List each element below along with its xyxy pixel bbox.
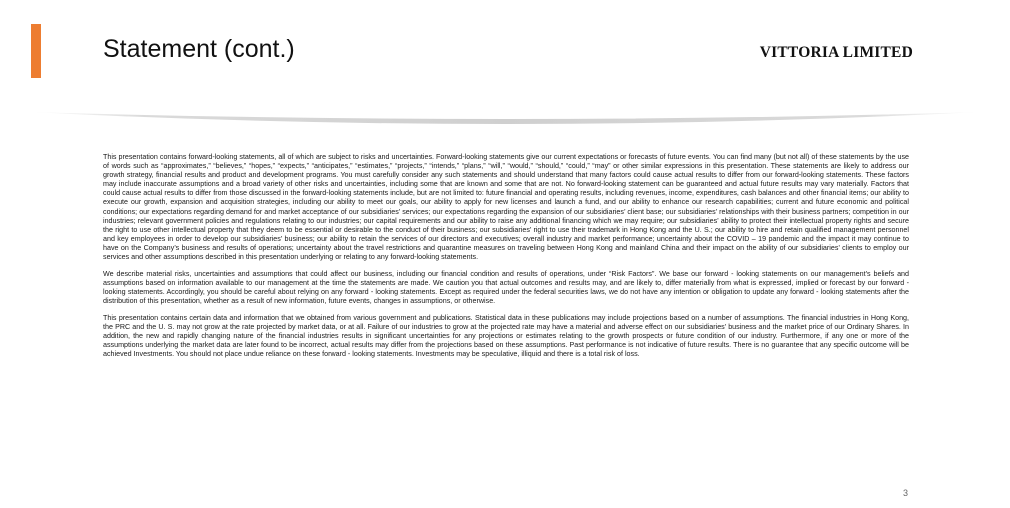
disclaimer-paragraph-market-data: This presentation contains certain data and information that we obtained from various government and publications. Statistical data in these publications may include projections based on a number of assumptions. The financial industries in Hong Kong, the PRC and the U. S. may not grow at the rate projected by market data, or at all. Failure of our industries to grow at the projected rate may have a material and adverse effect on our subsidiaries’ business and the market price of our Ordinary Shares. In addition, the new and rapidly changing nature of the financial industries results in significant uncertainties for any projections or estimates relating to the growth prospects or future condition of our industry. Furthermore, if any one or more of the assumptions underlying the market data are later found to be incorrect, actual results may differ from the projections based on these assumptions. Past performance is not indicative of future results. There is no guarantee that any specific outcome will be achieved Investments. You should not place undue reliance on these forward - looking statements. Investments may be speculative, illiquid and there is a total risk of loss. (103, 313, 909, 358)
header-divider (30, 100, 980, 140)
disclaimer-paragraph-forward-looking: This presentation contains forward-looking statements, all of which are subject to risks and uncertainties. Forward-looking statements give our current expectations or forecasts of future events. You can find many (but not all) of these statements by the use of words such as “approximates,” “believes,” “hopes,” “expects,” “anticipates,” “estimates,” “projects,” “intends,” “plans,” “will,” “would,” “should,” “could,” “may” or other similar expressions in this presentation. These statements are likely to address our growth strategy, financial results and product and development programs. You must carefully consider any such statements and should understand that many factors could cause actual results to differ from our forward-looking statements. These factors may include inaccurate assumptions and a broad variety of other risks and uncertainties, including some that are known and some that are not. No forward-looking statement can be guaranteed and actual future results may vary materially. Factors that could cause actual results to differ from those discussed in the forward-looking statements include, but are not limited to: future financial and operating results, including revenues, income, expenditures, cash balances and other financial items; our ability to execute our growth, expansion and acquisition strategies, including our ability to meet our goals, our ability to apply for new licenses and launch a fund, and our ability to enhance our research capabilities; current and future economic and political conditions; our expectations regarding demand for and market acceptance of our subsidiaries’ services; our expectations regarding the expansion of our subsidiaries’ client base; our subsidiaries’ relationships with their business partners; competition in our industries; relevant government policies and regulations relating to our industries; our capital requirements and our ability to raise any additional financing which we may require; our subsidiaries’ ability to protect their intellectual property rights and secure the right to use other intellectual property that they deem to be essential or desirable to the conduct of their business; our subsidiaries’ right to use their trademark in Hong Kong and the U. S.; our ability to hire and retain qualified management personnel and key employees in order to develop our subsidiaries’ business; our ability to retain the services of our directors and executives; overall industry and market performance; uncertainty about the COVID – 19 pandemic and the impact it may continue to have on the Company’s business and results of operations; uncertainty about the travel restrictions and quarantine measures on traveling between Hong Kong and mainland China and their impact on the ability of our subsidiaries’ clients to employ our services and other assumptions described in this presentation underlying or relating to any forward-looking statements. (103, 153, 909, 262)
title-accent-bar (31, 24, 41, 78)
page-number: 3 (902, 488, 908, 498)
disclaimer-paragraph-risks: We describe material risks, uncertainties and assumptions that could affect our business, including our financial condition and results of operations, under “Risk Factors”. We base our forward - looking statements on our management’s beliefs and assumptions based on information available to our management at the time the statements are made. We caution you that actual outcomes and results may, and are likely to, differ materially from what is expressed, implied or forecast by our forward - looking statements. Accordingly, you should be careful about relying on any forward - looking statements. Except as required under the federal securities laws, we do not have any intention or obligation to update any forward - looking statements after the distribution of this presentation, whether as a result of new information, future events, changes in assumptions, or otherwise. (103, 269, 909, 305)
disclaimer-body (103, 153, 909, 366)
page-title: Statement (cont.) (103, 35, 295, 63)
company-logo-text: VITTORIA LIMITED (759, 44, 913, 61)
